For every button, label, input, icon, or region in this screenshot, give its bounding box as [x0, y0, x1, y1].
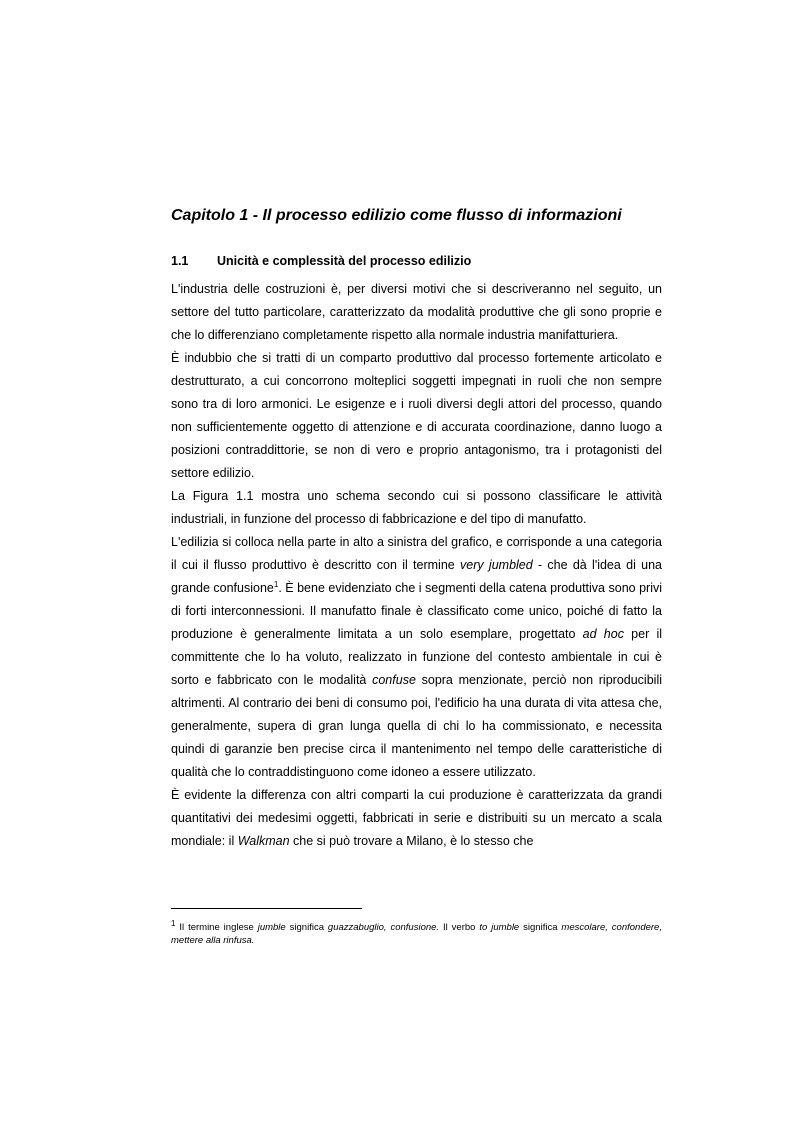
body-text: [171, 278, 662, 853]
paragraph-4-text: per il committente che lo ha voluto, realizzato in funzione del contesto ambientale in cui è sorto e fabbricato con le modalità: [171, 627, 662, 687]
paragraph-4: [171, 531, 662, 784]
footnote-reference[interactable]: 1: [273, 579, 279, 589]
paragraph-5: [171, 784, 662, 853]
paragraph-4-text: L'edilizia si colloca nella parte in alto a sinistra del grafico, e corrisponde a una categoria il cui il flusso produttivo è descritto con il termine: [171, 535, 662, 572]
paragraph-5-text: È evidente la differenza con altri comparti la cui produzione è caratterizzata da grandi quantitativi dei medesimi oggetti, fabbricati in serie e distribuiti su un mercato a scala mondiale: il: [171, 788, 662, 848]
footnote: [171, 918, 662, 947]
footnote-term: to jumble: [479, 922, 520, 933]
term-very-jumbled: very jumbled: [460, 558, 533, 572]
footnote-text: significa: [519, 922, 562, 933]
section-title: Unicità e complessità del processo edilizio: [217, 254, 472, 268]
term-walkman: Walkman: [237, 834, 290, 848]
paragraph-4-text: . È bene evidenziato che i segmenti della catena produttiva sono privi di forti interconnessioni. Il manufatto finale è classificato come unico, poiché di fatto la produzione è generalmente limitata a un solo esemplare, progettato: [171, 581, 662, 641]
footnote-text: Il verbo: [439, 922, 480, 933]
chapter-title: Capitolo 1 - Il processo edilizio come flusso di informazioni: [171, 207, 622, 224]
footnote-term: guazzabuglio, confusione.: [327, 922, 440, 933]
footnote-text: Il termine inglese: [175, 922, 258, 933]
paragraph-3: La Figura 1.1 mostra uno schema secondo cui si possono classificare le attività industriali, in funzione del processo di fabbricazione e del tipo di manufatto.: [171, 489, 662, 526]
paragraph-4-text: - che dà l'idea di una grande confusione: [171, 558, 662, 595]
section-heading: [171, 252, 471, 270]
paragraph-2: È indubbio che si tratti di un comparto produttivo dal processo fortemente articolato e destrutturato, a cui concorrono molteplici soggetti impegnati in ruoli che non sempre sono tra di loro armonici. Le esigenze e i ruoli diversi degli attori del processo, quando non sufficientemente oggetto di attenzione e di accurata coordinazione, danno luogo a posizioni contraddittorie, se non di vero e proprio antagonismo, tra i protagonisti del settore edilizio.: [171, 351, 662, 480]
footnote-term: jumble: [257, 922, 286, 933]
term-confuse: confuse: [372, 673, 416, 687]
paragraph-1: L'industria delle costruzioni è, per diversi motivi che si descriveranno nel seguito, un settore del tutto particolare, caratterizzato da modalità produttive che gli sono proprie e che lo differenziano completamente rispetto alla normale industria manifatturiera.: [171, 282, 662, 342]
footnote-mark: 1: [171, 918, 176, 928]
footnote-separator: [171, 908, 362, 909]
paragraph-5-text: che si può trovare a Milano, è lo stesso che: [289, 834, 534, 848]
paragraph-4-text: sopra menzionate, perciò non riproducibili altrimenti. Al contrario dei beni di consumo poi, l'edificio ha una durata di vita attesa che, generalmente, supera di gran lunga quella di chi lo ha commissionato, e necessita quindi di garanzie ben precise circa il mantenimento nel tempo delle caratteristiche di qualità che lo contraddistinguono come idoneo a essere utilizzato.: [171, 673, 662, 779]
footnote-text: significa: [285, 922, 328, 933]
footnote-term: mescolare, confondere, mettere alla rinfusa.: [171, 922, 662, 946]
section-number: 1.1: [171, 254, 189, 268]
term-ad-hoc: ad hoc: [582, 627, 624, 641]
